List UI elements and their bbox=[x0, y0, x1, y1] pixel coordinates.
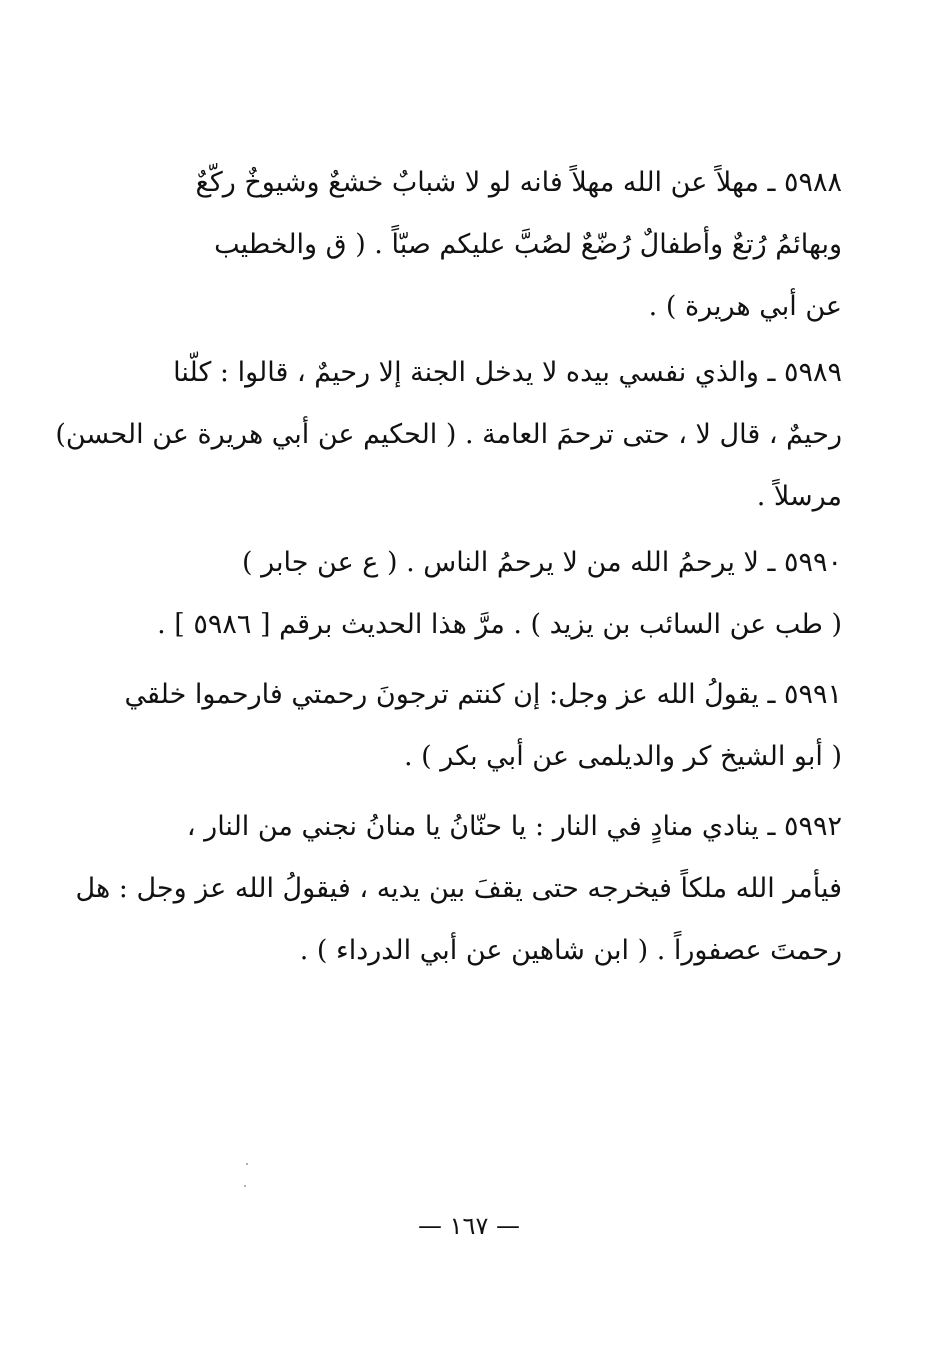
hadith-line: ٥٩٩٢ ـ ينادي منادٍ في النار : يا حنّانُ يا منانُ نجني من النار ، bbox=[186, 811, 842, 842]
hadith-5989 bbox=[55, 342, 842, 528]
hadith-line: ٥٩٨٩ ـ والذي نفسي بيده لا يدخل الجنة إلا رحيمٌ ، قالوا : كلّنا bbox=[173, 357, 842, 388]
hadith-line: ٥٩٩١ ـ يقولُ الله عز وجل: إن كنتم ترجونَ رحمتي فارحموا خلقي bbox=[124, 679, 842, 710]
hadith-line: عن أبي هريرة ) . bbox=[648, 291, 842, 322]
hadith-5992 bbox=[75, 796, 842, 982]
page-number: — ١٦٧ — bbox=[418, 1212, 520, 1240]
hadith-5990 bbox=[148, 532, 842, 656]
hadith-5988 bbox=[148, 152, 842, 338]
hadith-line: ( أبو الشيخ كر والديلمى عن أبي بكر ) . bbox=[403, 741, 842, 772]
hadith-line: رحمتَ عصفوراً . ( ابن شاهين عن أبي الدرداء ) . bbox=[299, 935, 842, 966]
scan-speck bbox=[244, 1185, 246, 1187]
hadith-line: وبهائمُ رُتعٌ وأطفالٌ رُضّعٌ لصُبَّ عليكم صبّاً . ( ق والخطيب bbox=[214, 229, 842, 260]
hadith-line: مرسلاً . bbox=[756, 481, 842, 512]
scan-speck bbox=[246, 1163, 248, 1165]
hadith-line: فيأمر الله ملكاً فيخرجه حتى يقفَ بين يديه ، فيقولُ الله عز وجل : هل bbox=[75, 873, 842, 904]
hadith-5991 bbox=[124, 664, 842, 788]
hadith-line: ٥٩٨٨ ـ مهلاً عن الله مهلاً فانه لو لا شبابٌ خشعٌ وشيوخٌ ركّعٌ bbox=[195, 167, 842, 198]
hadith-line: ( طب عن السائب بن يزيد ) . مرَّ هذا الحديث برقم [ ٥٩٨٦ ] . bbox=[157, 609, 842, 640]
hadith-line: رحيمٌ ، قال لا ، حتى ترحمَ العامة . ( الحكيم عن أبي هريرة عن الحسن) bbox=[55, 419, 842, 450]
hadith-line: ٥٩٩٠ ـ لا يرحمُ الله من لا يرحمُ الناس . ( ع عن جابر ) bbox=[242, 547, 842, 578]
